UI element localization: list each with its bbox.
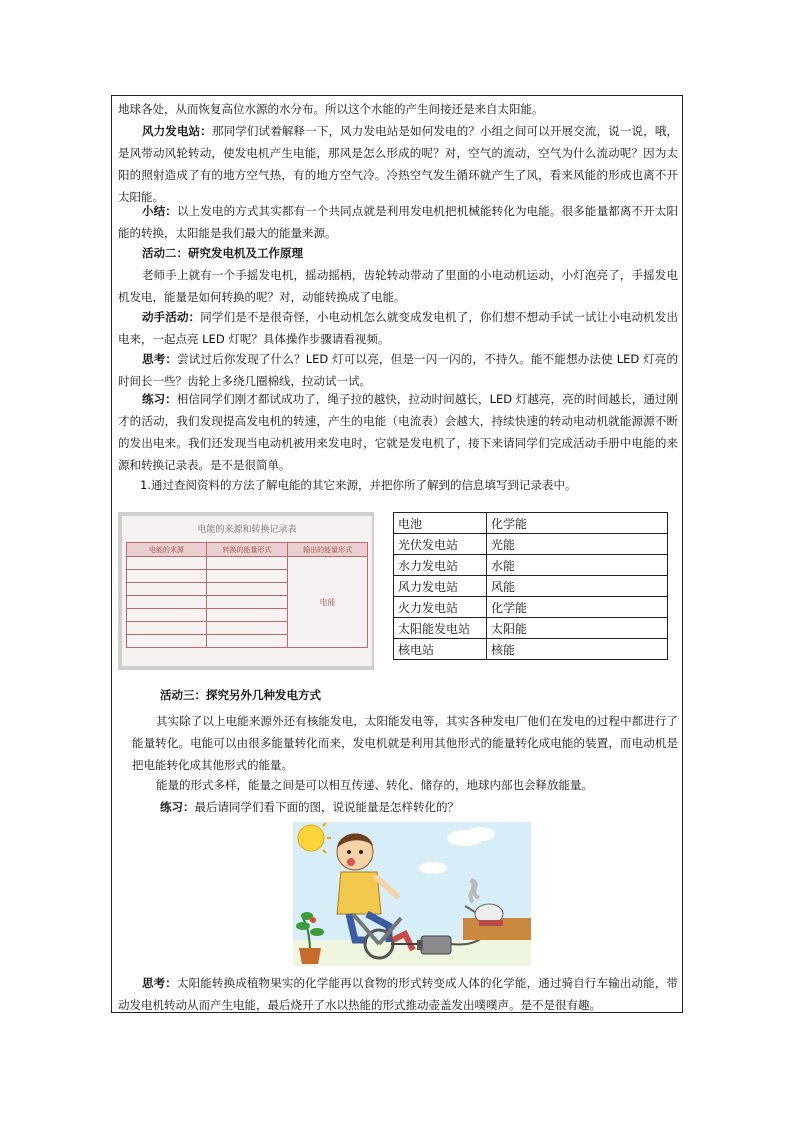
worksheet-output-cell: 电能	[288, 557, 368, 648]
worksheet-table	[126, 542, 368, 648]
worksheet-sheet	[122, 516, 372, 666]
text-final-think: 太阳能转换成植物果实的化学能再以食物的形式转变成人体的化学能，通过骑自行车输出动能，带动发电机转动从而产生电能，最后烧开了水以热能的形式推动壶盖发出噗噗声。是不是很有趣。	[118, 976, 678, 1012]
label-think: 思考：	[142, 352, 178, 366]
cell-form: 风能	[487, 576, 668, 597]
worksheet-title: 电能的来源和转换记录表	[197, 525, 297, 535]
paragraph-practice	[118, 388, 678, 476]
paragraph-hands-on	[118, 306, 678, 350]
worksheet-header-source: 电能的来源	[127, 543, 207, 557]
text-practice: 相信同学们刚才都试成功了，绳子拉的越快，拉动时间越长，LED 灯越亮，亮的时间越长，通过刚才的活动，我们发现提高发电机的转速，产生的电能（电流表）会越大，持续快速的转动电动机就能源源不断的发出电来。我们还发现当电动机被用来发电时，它就是发电机了，接下来请同学们完成活动手册中电能的来源和转换记录表。是不是很简单。	[118, 392, 678, 472]
heading-activity-two: 活动二：研究发电机及工作原理	[142, 246, 303, 260]
table-row	[394, 513, 668, 534]
cell-source: 水力发电站	[394, 555, 487, 576]
table-row	[394, 576, 668, 597]
text-hands-on: 同学们是不是很奇怪，小电动机怎么就变成发电机了，你们想不想动手试一试让小电动机发出电来，一起点亮 LED 灯呢？具体操作步骤请看视频。	[118, 310, 678, 346]
table-row	[394, 555, 668, 576]
energy-conversion-illustration	[293, 822, 531, 966]
cell-source: 风力发电站	[394, 576, 487, 597]
cell-form: 核能	[487, 639, 668, 660]
text-wind-power: 那同学们试着解释一下，风力发电站是如何发电的？小组之间可以开展交流，说一说，哦，是风带动风轮转动，使发电机产生电能，那风是怎么形成的呢？对，空气的流动，空气为什么流动呢？因为太阳的照射造成了有的地方空气热，有的地方空气冷。冷热空气发生循环就产生了风，看来风能的形成也离不开太阳能。	[118, 124, 678, 204]
cell-form: 太阳能	[487, 618, 668, 639]
worksheet-header-output: 输出的能量形式	[288, 543, 368, 557]
cell-form: 光能	[487, 534, 668, 555]
text-practice-two: 最后请同学们看下面的图，说说能量是怎样转化的？	[194, 800, 459, 814]
label-practice-two: 练习：	[160, 800, 195, 814]
table-row	[394, 618, 668, 639]
paragraph-final-think	[118, 972, 678, 1016]
label-summary: 小结：	[142, 204, 177, 218]
label-final-think: 思考：	[142, 976, 177, 990]
cell-source: 火力发电站	[394, 597, 487, 618]
label-hands-on: 动手活动：	[142, 310, 201, 324]
cell-source: 电池	[394, 513, 487, 534]
cell-source: 核电站	[394, 639, 487, 660]
table-row	[394, 534, 668, 555]
paragraph-task-one: 1.通过查阅资料的方法了解电能的其它来源，并把你所了解到的信息填写到记录表中。	[140, 478, 577, 492]
energy-source-table	[393, 512, 668, 660]
text-think-led: 尝试过后你发现了什么？LED 灯可以亮，但是一闪一闪的，不持久。能不能想办法使 LED 灯亮的时间长一些？齿轮上多绕几圈棉线，拉动试一试。	[118, 352, 678, 388]
paragraph-think-led	[118, 348, 678, 392]
table-row	[394, 597, 668, 618]
paragraph-other-generation: 其实除了以上电能来源外还有核能发电，太阳能发电等，其实各种发电厂他们在发电的过程中都进行了能量转化。电能可以由很多能量转化而来，发电机就是利用其他形式的能量转化成电能的装置，而电动机是把电能转化成其他形式的能量。	[132, 714, 678, 772]
paragraph-water-energy: 地球各处，从而恢复高位水源的水分布。所以这个水能的产生间接还是来自太阳能。	[118, 102, 544, 116]
paragraph-practice-two	[160, 796, 660, 818]
cell-source: 太阳能发电站	[394, 618, 487, 639]
table-row	[394, 639, 668, 660]
paragraph-hand-generator: 老师手上就有一个手摇发电机，摇动摇柄，齿轮转动带动了里面的小电动机运动，小灯泡亮了，手摇发电机发电，能量是如何转换的呢？对，动能转换成了电能。	[118, 268, 678, 304]
text-summary: 以上发电的方式其实都有一个共同点就是利用发电机把机械能转化为电能。很多能量都离不开太阳能的转换，太阳能是我们最大的能量来源。	[118, 204, 678, 240]
label-practice: 练习：	[142, 392, 177, 406]
paragraph-wind-power	[118, 120, 678, 208]
paragraph-summary	[118, 200, 678, 244]
heading-activity-three: 活动三：探究另外几种发电方式	[160, 688, 321, 702]
cell-form: 化学能	[487, 597, 668, 618]
cell-form: 水能	[487, 555, 668, 576]
worksheet-header-convert: 转换的能量形式	[206, 543, 288, 557]
label-wind-power: 风力发电站：	[142, 124, 212, 138]
cell-form: 化学能	[487, 513, 668, 534]
cell-source: 光伏发电站	[394, 534, 487, 555]
worksheet-photo	[118, 512, 374, 670]
paragraph-energy-forms: 能量的形式多样，能量之间是可以相互传递、转化、储存的，地球内部也会释放能量。	[156, 778, 593, 792]
